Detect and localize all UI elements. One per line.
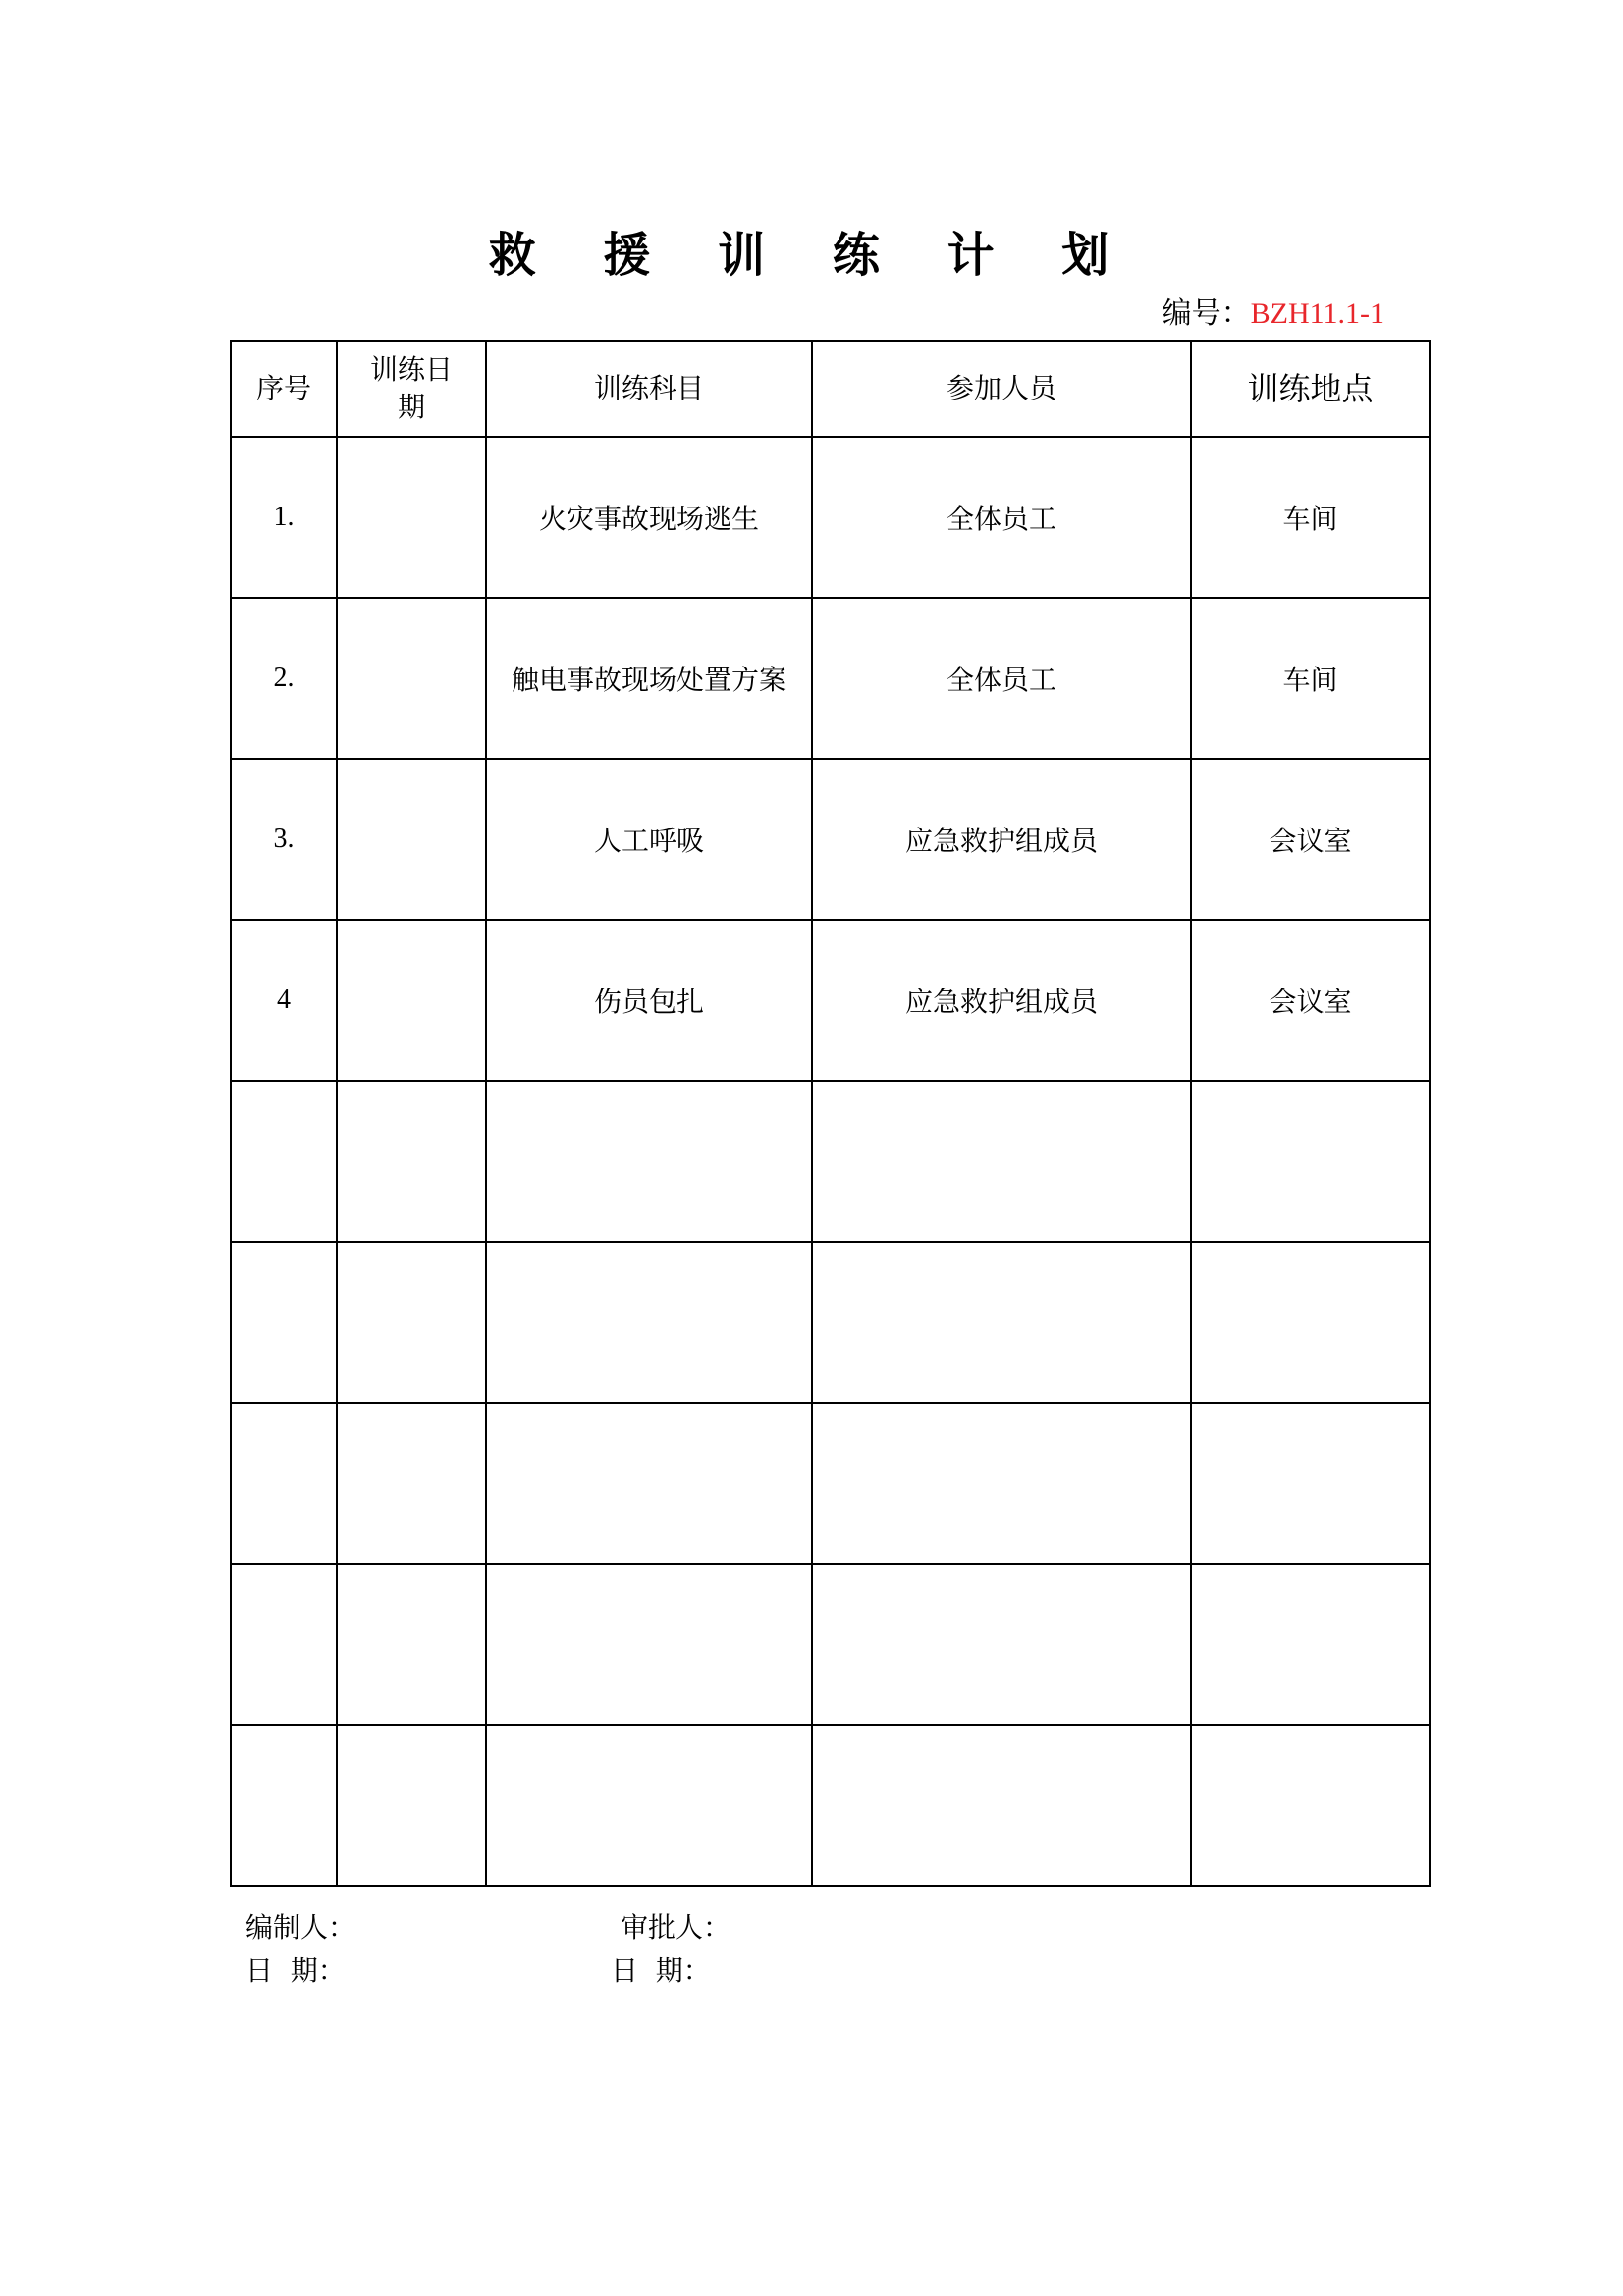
header-location: 训练地点 [1191,341,1430,437]
row-date [337,1242,486,1403]
row-date [337,1081,486,1242]
table-row [231,1564,1430,1725]
row-participants: 全体员工 [812,437,1191,598]
row-location [1191,1403,1430,1564]
row-date [337,1403,486,1564]
row-subject [486,1725,812,1886]
header-subject: 训练科目 [486,341,812,437]
row-location: 会议室 [1191,920,1430,1081]
row-subject: 伤员包扎 [486,920,812,1081]
table-row [231,1725,1430,1886]
table-row [231,759,1430,920]
row-participants [812,1403,1191,1564]
row-date [337,1564,486,1725]
prepared-date-label: 日 期： [245,1954,346,1987]
row-location [1191,1242,1430,1403]
row-date [337,759,486,920]
row-date [337,920,486,1081]
row-date [337,437,486,598]
document-code-value: BZH11.1-1 [1250,297,1384,330]
row-subject: 人工呼吸 [486,759,812,920]
row-participants: 全体员工 [812,598,1191,759]
row-location: 车间 [1191,598,1430,759]
row-participants [812,1081,1191,1242]
row-participants [812,1725,1191,1886]
row-participants [812,1242,1191,1403]
document-title: 救 援 训 练 计 划 [488,228,1135,283]
row-location [1191,1081,1430,1242]
approved-date-label: 日 期： [611,1954,711,1987]
row-location: 会议室 [1191,759,1430,920]
header-date [337,341,486,437]
row-number: 4 [231,920,337,1081]
row-subject [486,1403,812,1564]
row-participants: 应急救护组成员 [812,759,1191,920]
row-number [231,1242,337,1403]
row-date [337,598,486,759]
table-row [231,598,1430,759]
row-location [1191,1564,1430,1725]
prepared-by-label: 编制人： [245,1911,356,1944]
row-participants [812,1564,1191,1725]
row-location: 车间 [1191,437,1430,598]
training-plan-table [230,340,1431,1887]
row-subject: 触电事故现场处置方案 [486,598,812,759]
row-number: 2. [231,598,337,759]
row-date [337,1725,486,1886]
row-number: 1. [231,437,337,598]
document-code [1163,294,1384,334]
table-row [231,1242,1430,1403]
row-location [1191,1725,1430,1886]
row-number [231,1081,337,1242]
row-number [231,1725,337,1886]
table-row [231,1403,1430,1564]
document-code-label: 编号： [1162,296,1251,331]
table-row [231,920,1430,1081]
table-header-row [231,341,1430,437]
row-subject [486,1081,812,1242]
row-subject [486,1564,812,1725]
row-number [231,1403,337,1564]
row-subject [486,1242,812,1403]
header-number: 序号 [231,341,337,437]
row-number: 3. [231,759,337,920]
table-row [231,437,1430,598]
approved-by-label: 审批人： [621,1911,731,1944]
header-date-text: 训练日期 [369,353,453,423]
row-number [231,1564,337,1725]
row-subject: 火灾事故现场逃生 [486,437,812,598]
header-participants: 参加人员 [812,341,1191,437]
table-row [231,1081,1430,1242]
row-participants: 应急救护组成员 [812,920,1191,1081]
